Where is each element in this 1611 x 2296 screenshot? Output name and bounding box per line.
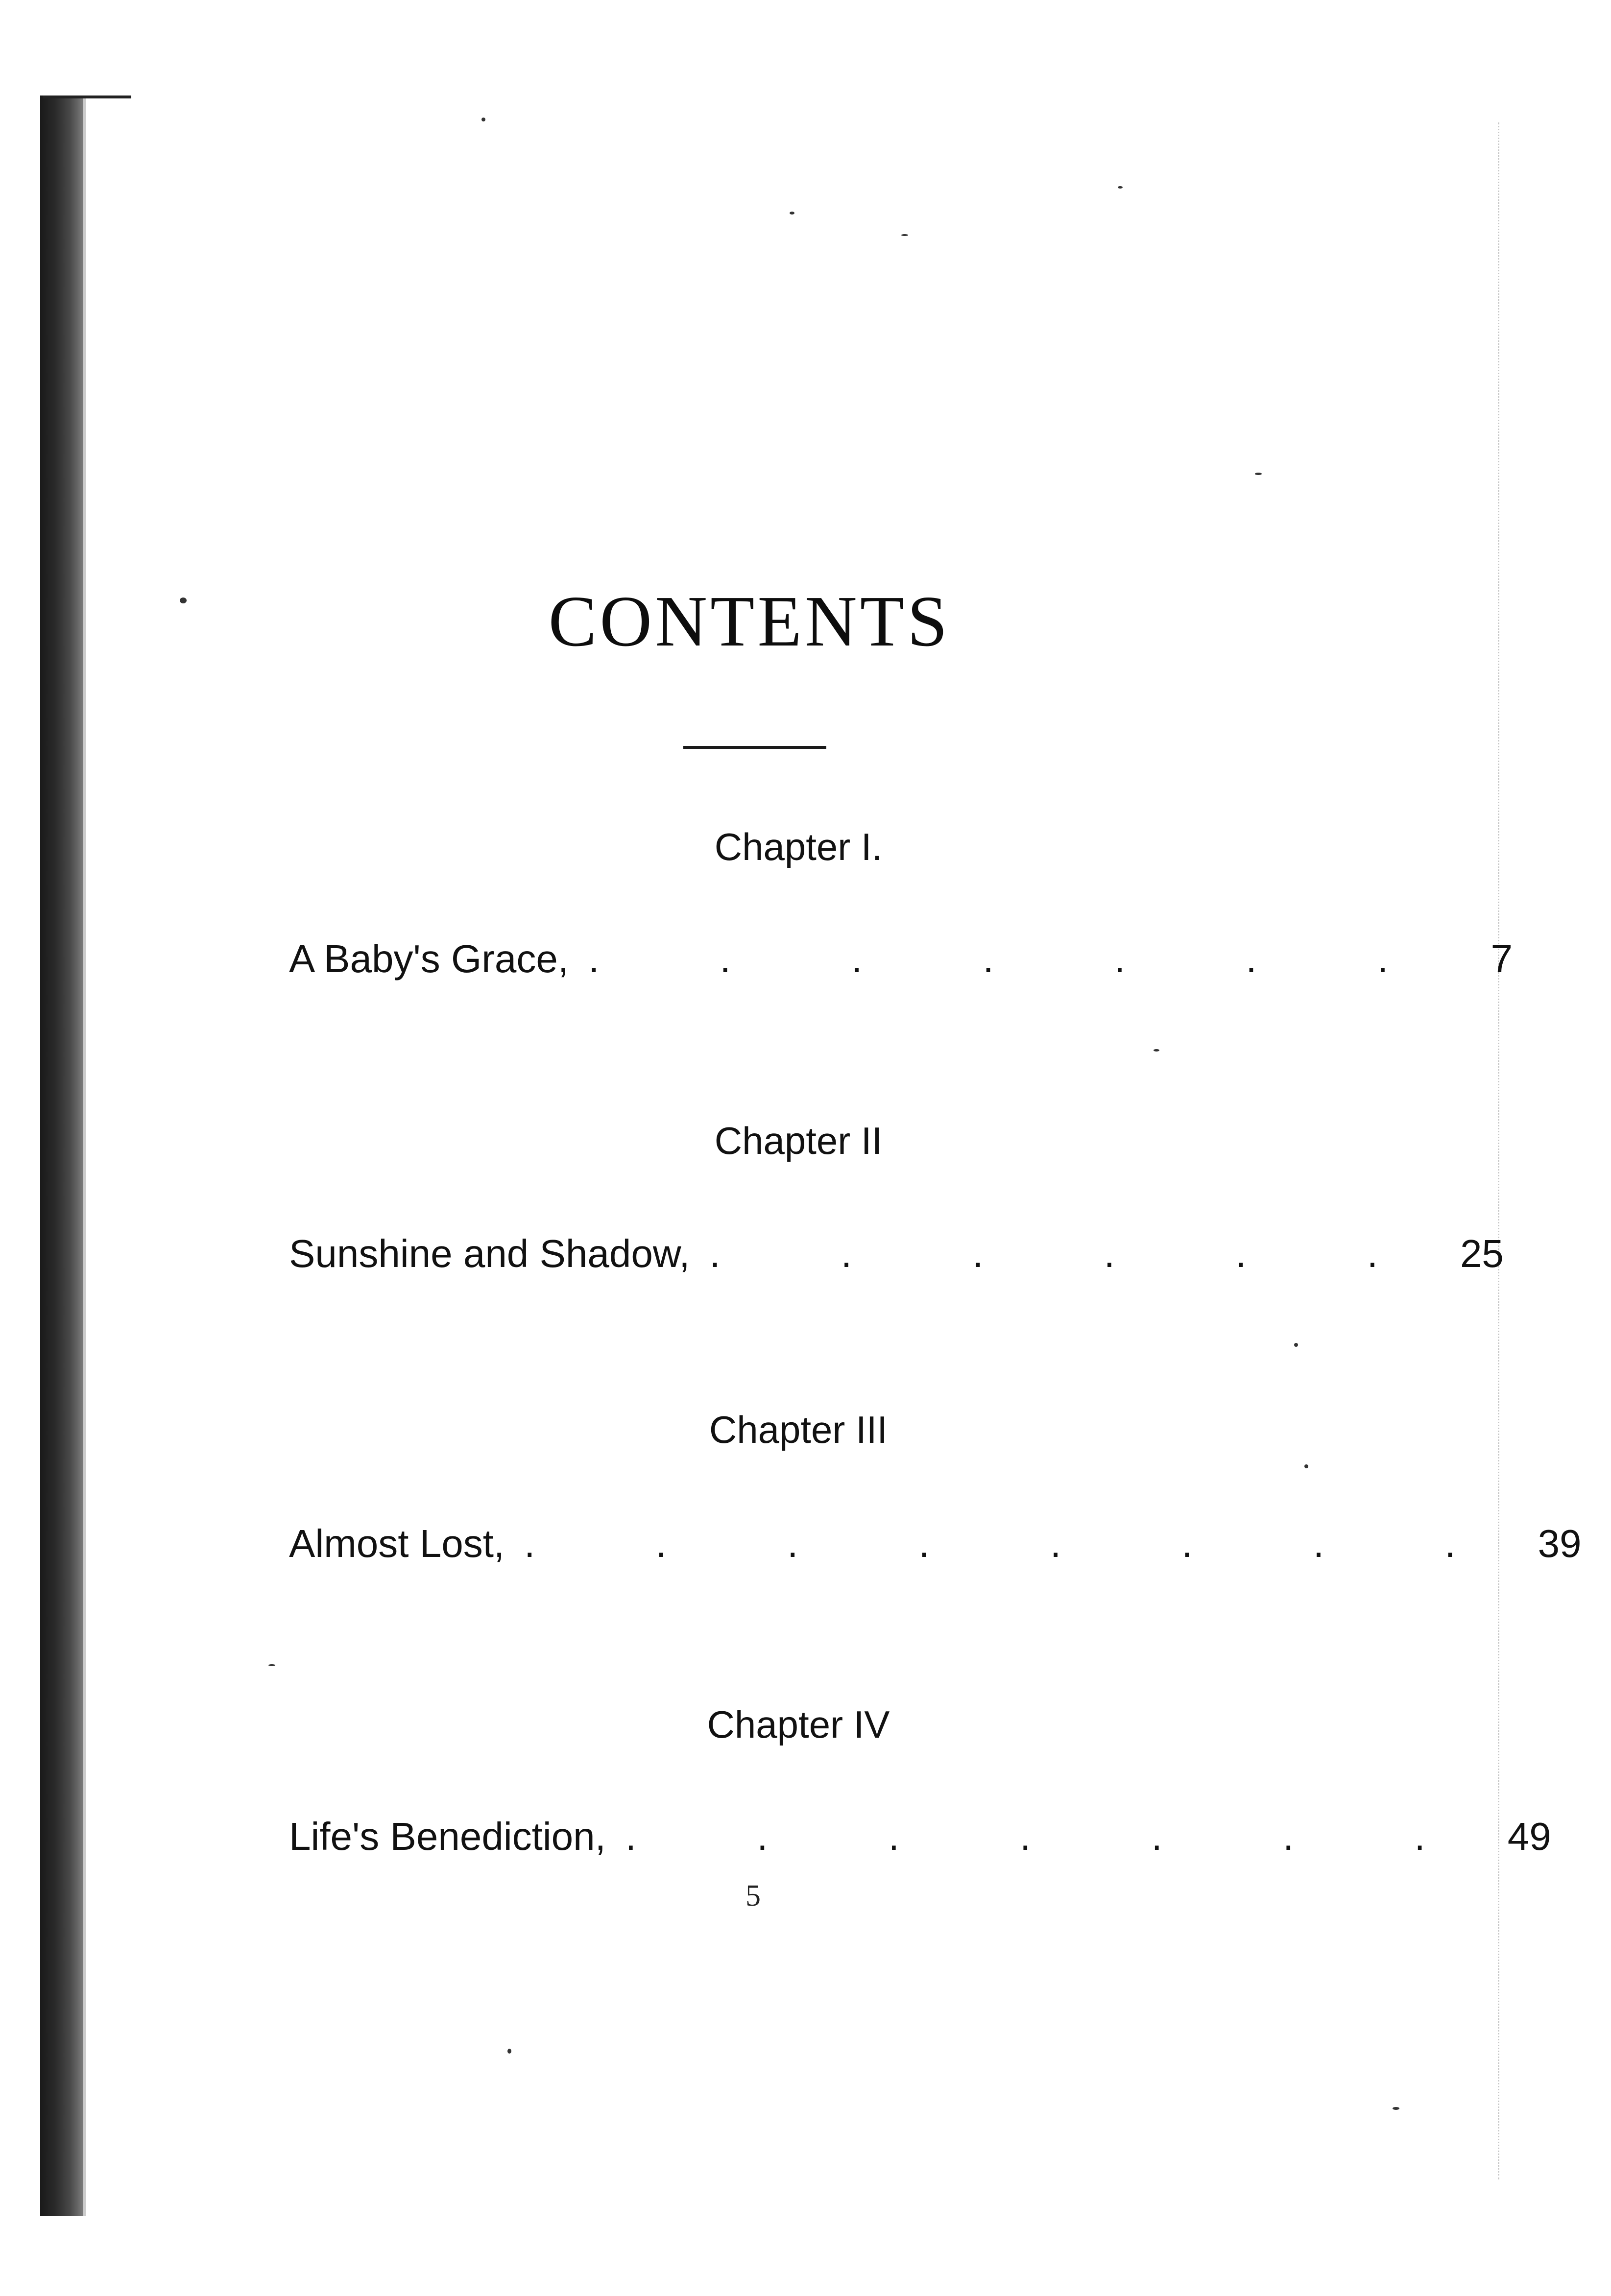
scan-speck [1255,473,1262,475]
toc-entry-3[interactable] [289,1522,1582,1578]
dot-leader: . . . . . . . . [524,1522,1511,1565]
chapter-heading-3: Chapter III [709,1408,888,1451]
scan-speck [507,2049,511,2054]
binding-shadow [83,96,86,2216]
page-folio-number: 5 [745,1879,761,1913]
dot-leader: . . . . . . [709,1232,1433,1275]
toc-entry-title: Almost Lost, [289,1522,505,1565]
scan-speck [1154,1049,1159,1052]
toc-entry-4[interactable] [289,1815,1551,1871]
book-binding-edge [40,96,83,2216]
toc-entry-2[interactable] [289,1232,1504,1288]
binding-top-rule [43,96,131,98]
dot-leader: . . . . . . . [625,1815,1480,1858]
chapter-heading-1: Chapter I. [714,825,883,868]
chapter-heading-2: Chapter II [714,1119,883,1162]
page-right-edge [1498,122,1499,2179]
scan-speck [481,118,485,121]
dot-leader: . . . . . . . [588,937,1443,981]
scan-speck [790,212,794,215]
chapter-heading-4: Chapter IV [707,1703,890,1746]
scan-speck [1393,2107,1399,2110]
scan-speck [901,234,908,236]
scan-speck [180,598,187,603]
scan-speck [268,1664,275,1666]
scan-speck [1118,186,1123,189]
toc-page-number: 7 [1491,937,1513,981]
toc-entry-title: A Baby's Grace, [289,937,569,981]
toc-page-number: 39 [1538,1522,1582,1565]
toc-entry-title: Sunshine and Shadow, [289,1232,690,1275]
title-divider [683,746,826,749]
page-title: CONTENTS [548,581,951,662]
scan-speck [1294,1343,1298,1347]
toc-entry-1[interactable] [289,937,1513,993]
toc-page-number: 25 [1460,1232,1504,1275]
toc-entry-title: Life's Benediction, [289,1815,606,1858]
toc-page-number: 49 [1507,1815,1551,1858]
scan-speck [1304,1464,1308,1468]
